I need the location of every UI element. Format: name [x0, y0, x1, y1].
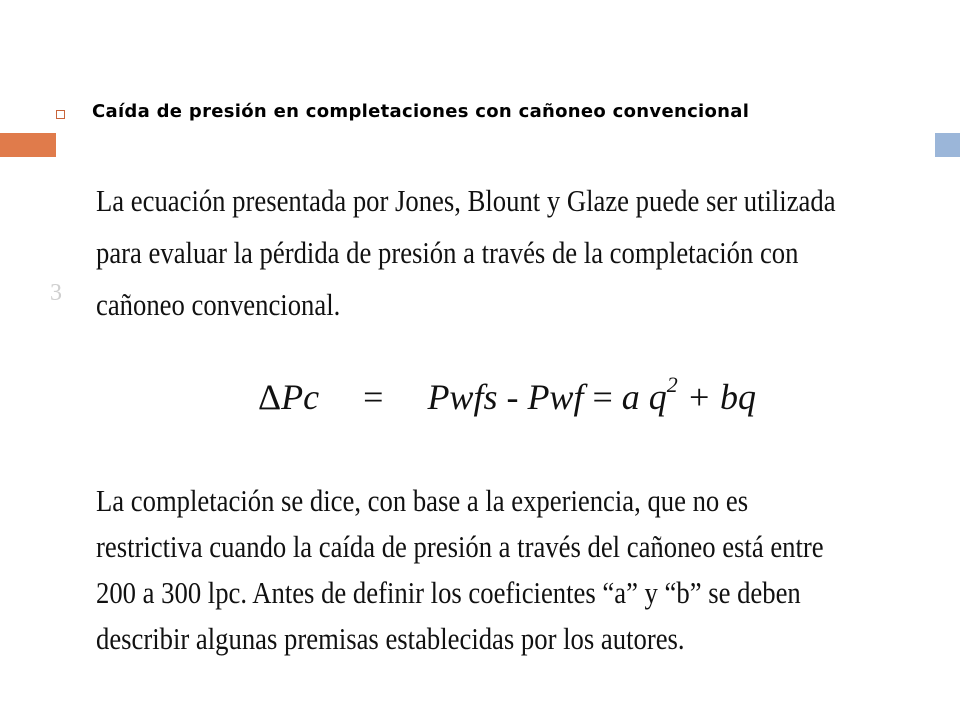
equation-rhs-b: + bq: [677, 377, 757, 417]
equation-equals: =: [363, 377, 384, 417]
equation-exponent: 2: [666, 372, 678, 397]
paragraph-criteria: [96, 478, 824, 662]
square-bullet-icon: [56, 110, 65, 119]
paragraph-line: 200 a 300 lpc. Antes de definir los coeficientes “a” y “b” se deben: [96, 575, 801, 610]
paragraph-line: La ecuación presentada por Jones, Blount y Glaze puede ser utilizada: [96, 183, 836, 218]
paragraph-line: describir algunas premisas establecidas por los autores.: [96, 621, 685, 656]
pressure-drop-equation: [258, 372, 757, 418]
accent-bar-left: [0, 133, 56, 157]
equation-lhs: Pc: [281, 377, 320, 417]
accent-bar-right: [935, 133, 960, 157]
stray-character: 3: [50, 280, 62, 306]
paragraph-line: La completación se dice, con base a la experiencia, que no es: [96, 483, 749, 518]
slide-heading: Caída de presión en completaciones con cañoneo convencional: [92, 101, 750, 122]
paragraph-line: cañoneo convencional.: [96, 287, 341, 322]
equation-rhs-a: a q: [621, 377, 667, 417]
paragraph-line: restrictiva cuando la caída de presión a través del cañoneo está entre: [96, 529, 824, 564]
equation-middle: Pwfs - Pwf: [427, 377, 584, 417]
paragraph-intro: [96, 175, 836, 331]
paragraph-line: para evaluar la pérdida de presión a través de la completación con: [96, 235, 799, 270]
equation-equals: =: [592, 377, 613, 417]
equation-delta: Δ: [258, 377, 282, 417]
